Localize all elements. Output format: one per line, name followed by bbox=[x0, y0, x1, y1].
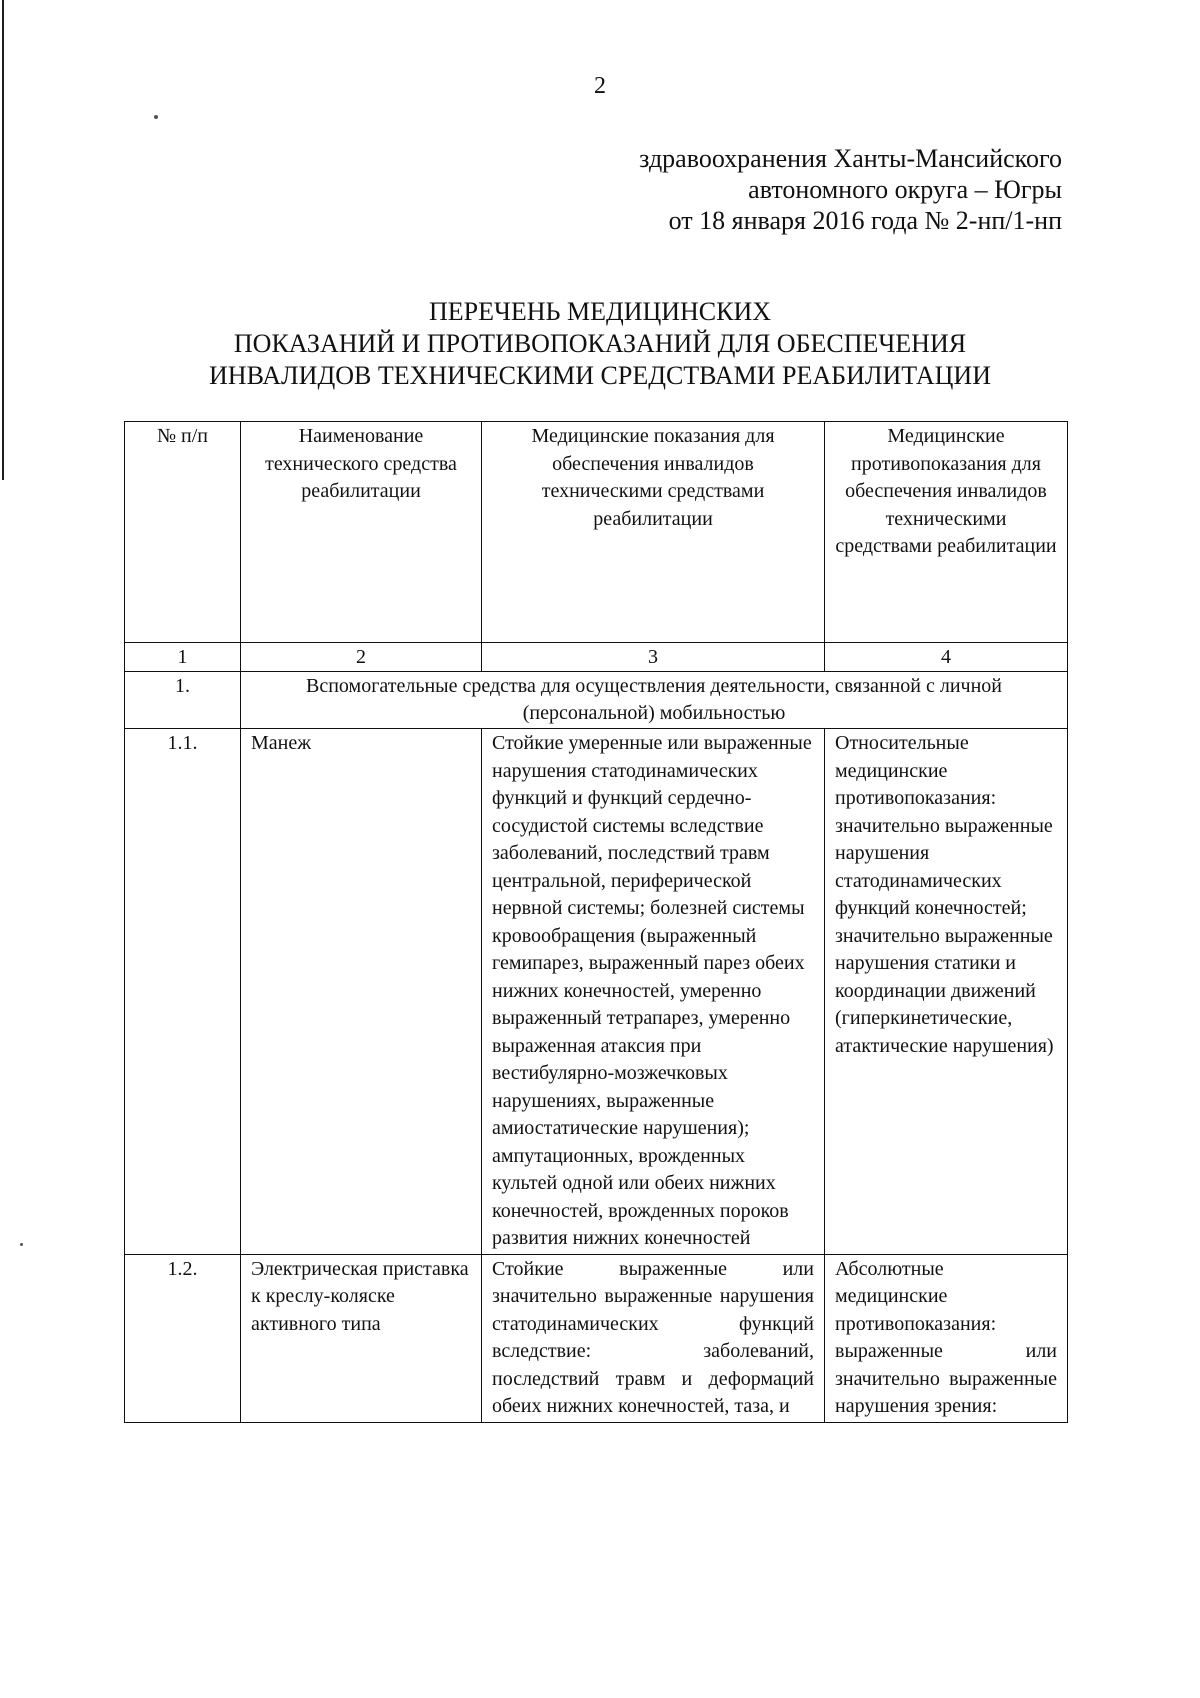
header-line: автономного округа – Югры bbox=[748, 175, 1062, 204]
order-reference bbox=[639, 143, 1062, 236]
header-number: № п/п bbox=[125, 422, 241, 643]
row-indications: Стойкие умеренные или выраженные нарушения статодинамических функций и функций сердечно-сосудистой системы вследствие заболеваний, последствий травм центральной, периферической нервной системы; болезней системы кровообращения (выраженный гемипарез, выраженный парез обеих нижних конечностей, умеренно выраженный тетрапарез, умеренно выраженная атаксия при вестибулярно-мозжечковых нарушениях, выраженные амиостатические нарушения); ампутационных, врожденных культей одной или обеих нижних конечностей, врожденных пороков развития нижних конечностей bbox=[482, 729, 825, 1255]
column-number: 2 bbox=[241, 643, 482, 672]
title-line: ПОКАЗАНИЙ И ПРОТИВОПОКАЗАНИЙ ДЛЯ ОБЕСПЕЧЕНИЯ bbox=[233, 329, 967, 358]
header-indications: Медицинские показания для обеспечения инвалидов техническими средствами реабилитации bbox=[482, 422, 825, 643]
row-number: 1.1. bbox=[125, 729, 241, 1255]
scan-speck bbox=[154, 115, 158, 119]
section-title: Вспомогательные средства для осуществления деятельности, связанной с личной (персональной) мобильностью bbox=[241, 672, 1068, 729]
document-title bbox=[0, 296, 1200, 392]
row-name: Электрическая приставка к креслу-коляске активного типа bbox=[241, 1254, 482, 1422]
header-name: Наименование технического средства реабилитации bbox=[241, 422, 482, 643]
page-number: 2 bbox=[594, 73, 606, 99]
table-row bbox=[125, 729, 1068, 1255]
column-number: 4 bbox=[825, 643, 1068, 672]
table-row bbox=[125, 1254, 1068, 1422]
section-row bbox=[125, 672, 1068, 729]
row-contraindications: Относительные медицинские противопоказания: значительно выраженные нарушения статодинамических функций конечностей; значительно выраженные нарушения статики и координации движений (гиперкинетические, атактические нарушения) bbox=[825, 729, 1068, 1255]
header-line: от 18 января 2016 года № 2-нп/1-нп bbox=[668, 206, 1062, 235]
row-contraindications: Абсолютные медицинские противопоказания: выраженные или значительно выраженные нарушения зрения: bbox=[825, 1254, 1068, 1422]
title-line: ИНВАЛИДОВ ТЕХНИЧЕСКИМИ СРЕДСТВАМИ РЕАБИЛИТАЦИИ bbox=[209, 361, 991, 390]
header-line: здравоохранения Ханты-Мансийского bbox=[639, 144, 1062, 173]
row-name: Манеж bbox=[241, 729, 482, 1255]
title-line: ПЕРЕЧЕНЬ МЕДИЦИНСКИХ bbox=[428, 297, 772, 326]
section-number: 1. bbox=[125, 672, 241, 729]
row-number: 1.2. bbox=[125, 1254, 241, 1422]
column-number: 3 bbox=[482, 643, 825, 672]
rehabilitation-means-table bbox=[124, 421, 1068, 1423]
table-header-row bbox=[125, 422, 1068, 643]
column-number-row bbox=[125, 643, 1068, 672]
row-indications: Стойкие выраженные или значительно выраженные нарушения статодинамических функций вследствие: заболеваний, последствий травм и деформаций обеих нижних конечностей, таза, и bbox=[482, 1254, 825, 1422]
header-contraindications: Медицинские противопоказания для обеспечения инвалидов техническими средствами реабилитации bbox=[825, 422, 1068, 643]
scan-speck bbox=[20, 1243, 23, 1246]
column-number: 1 bbox=[125, 643, 241, 672]
